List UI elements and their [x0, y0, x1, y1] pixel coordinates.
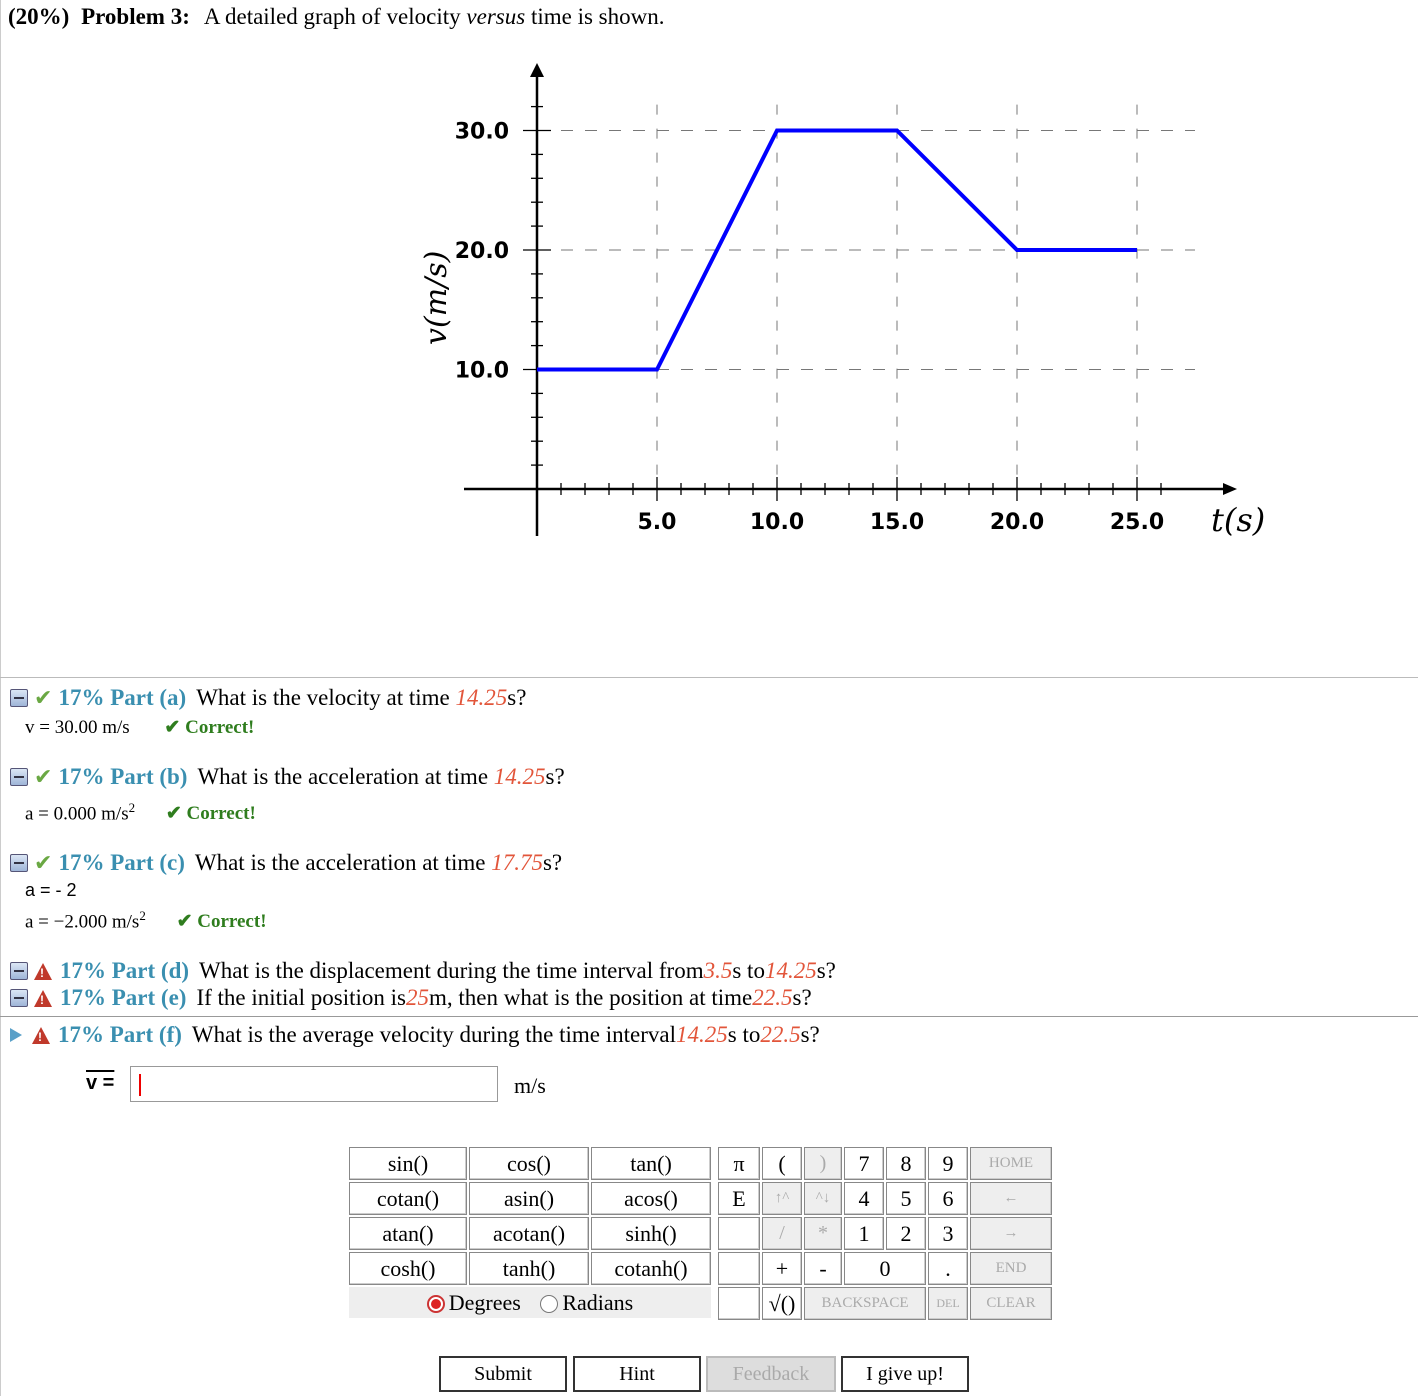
key-3[interactable]: 3	[928, 1217, 968, 1250]
key-asin[interactable]: asin()	[469, 1182, 589, 1215]
radians-radio[interactable]	[540, 1295, 558, 1313]
separator	[0, 1016, 1418, 1017]
give-up-button[interactable]: I give up!	[841, 1356, 969, 1392]
separator	[0, 677, 1418, 678]
answer-unit: m/s	[514, 1073, 546, 1098]
key-6[interactable]: 6	[928, 1182, 968, 1215]
part-a-answer-row	[25, 716, 254, 739]
part-f-label: 17% Part (f)	[58, 1022, 182, 1047]
statement-pre: A detailed graph of velocity	[203, 4, 467, 29]
part-d-label: 17% Part (d)	[60, 958, 190, 983]
key-2[interactable]: 2	[886, 1217, 926, 1250]
correct-badge: ✔ Correct!	[165, 803, 256, 825]
part-f-question: What is the average velocity during the time interval	[191, 1022, 677, 1047]
key-decimal[interactable]: .	[928, 1252, 968, 1285]
key-up[interactable]: ↑^	[762, 1182, 802, 1215]
part-c-entry: a = - 2	[25, 880, 77, 900]
collapse-icon[interactable]	[10, 989, 28, 1007]
collapse-icon[interactable]	[10, 689, 28, 707]
part-e-question-mid: m, then what is the position at time	[429, 985, 753, 1010]
part-f-value-2: 22.5	[760, 1022, 801, 1047]
text-cursor	[139, 1074, 141, 1096]
key-tan[interactable]: tan()	[591, 1147, 711, 1180]
answer-input[interactable]	[130, 1066, 498, 1102]
part-f-row[interactable]	[10, 1022, 820, 1048]
x-axis-label: t(s)	[1211, 501, 1266, 539]
key-1[interactable]: 1	[844, 1217, 884, 1250]
part-c-question-end: s?	[542, 850, 563, 875]
chart-tick-labels	[455, 120, 1164, 536]
degrees-label: Degrees	[448, 1289, 521, 1315]
part-c-question: What is the acceleration at time	[194, 850, 486, 875]
key-acotan[interactable]: acotan()	[469, 1217, 589, 1250]
x-tick-label: 5.0	[637, 510, 677, 535]
key-e[interactable]: E	[718, 1182, 760, 1215]
part-b-value: 14.25	[493, 764, 546, 789]
key-pi[interactable]: π	[718, 1147, 760, 1180]
part-d-question: What is the displacement during the time interval from	[199, 958, 704, 983]
part-d-value-1: 3.5	[703, 958, 733, 983]
chart-ticks	[523, 107, 1161, 501]
part-f-question-mid: s to	[727, 1022, 761, 1047]
problem-label: Problem 3:	[81, 4, 190, 29]
x-tick-label: 15.0	[869, 510, 925, 535]
degrees-radio[interactable]	[427, 1295, 445, 1313]
part-b-row[interactable]	[10, 764, 565, 790]
key-sin[interactable]: sin()	[349, 1147, 467, 1180]
key-end[interactable]: END	[970, 1252, 1052, 1285]
warning-icon: !	[32, 1027, 50, 1044]
key-divide[interactable]: /	[762, 1217, 802, 1250]
part-b-answer-row: a = 0.000 $m/s^2$ ✔ Correct!	[25, 800, 256, 825]
key-right-arrow[interactable]: →	[970, 1217, 1052, 1250]
part-b-question-end: s?	[545, 764, 565, 789]
key-7[interactable]: 7	[844, 1147, 884, 1180]
key-9[interactable]: 9	[928, 1147, 968, 1180]
part-a-value: 14.25	[455, 685, 508, 710]
y-tick-label: 10.0	[454, 358, 509, 384]
collapse-icon[interactable]	[10, 962, 28, 980]
part-b-answer: a = 0.000 m/s	[25, 803, 129, 825]
statement-em: versus	[466, 4, 526, 29]
correct-badge: ✔ Correct!	[176, 911, 267, 933]
part-c-answer: a = −2.000 m/s	[25, 911, 140, 933]
problem-title	[8, 4, 664, 30]
x-axis-arrow	[1223, 483, 1237, 495]
function-keypad	[347, 1145, 713, 1320]
part-a-question: What is the velocity at time	[196, 685, 450, 710]
part-a-row[interactable]	[10, 685, 526, 711]
key-tanh[interactable]: tanh()	[469, 1252, 589, 1285]
key-del[interactable]: DEL	[928, 1287, 968, 1320]
problem-weight: (20%)	[8, 4, 70, 29]
feedback-button[interactable]: Feedback	[706, 1356, 836, 1392]
check-icon: ✔	[34, 764, 53, 789]
part-c-value: 17.75	[491, 850, 543, 875]
part-d-row[interactable]	[10, 958, 836, 984]
key-cosh[interactable]: cosh()	[349, 1252, 467, 1285]
key-cotan[interactable]: cotan()	[349, 1182, 467, 1215]
part-d-question-mid: s to	[732, 958, 765, 983]
angle-mode-row	[349, 1287, 711, 1318]
correct-badge: ✔ Correct!	[164, 717, 255, 738]
key-right-paren[interactable]: )	[804, 1147, 842, 1180]
expand-arrow-icon[interactable]	[10, 1028, 22, 1042]
part-b-label: 17% Part (b)	[58, 764, 188, 789]
key-atan[interactable]: atan()	[349, 1217, 467, 1250]
key-5[interactable]: 5	[886, 1182, 926, 1215]
x-tick-label: 25.0	[1109, 510, 1165, 535]
key-backspace[interactable]: BACKSPACE	[804, 1287, 926, 1320]
key-blank	[718, 1217, 760, 1250]
key-acos[interactable]: acos()	[591, 1182, 711, 1215]
part-e-value-1: 25	[406, 985, 429, 1010]
part-c-label: 17% Part (c)	[58, 850, 185, 875]
submit-button[interactable]: Submit	[439, 1356, 567, 1392]
chart-grid	[537, 105, 1195, 489]
collapse-icon[interactable]	[10, 854, 28, 872]
key-cotanh[interactable]: cotanh()	[591, 1252, 711, 1285]
check-icon: ✔	[34, 850, 53, 875]
y-axis-label: v(m/s)	[419, 250, 454, 345]
part-a-answer: v = 30.00 m/s	[25, 717, 130, 738]
check-icon: ✔	[34, 685, 53, 710]
key-minus[interactable]: -	[804, 1252, 842, 1285]
key-blank	[718, 1252, 760, 1285]
x-tick-label: 20.0	[989, 510, 1045, 535]
part-a-label: 17% Part (a)	[58, 685, 187, 710]
warning-icon: !	[34, 963, 52, 980]
key-sqrt[interactable]: √()	[762, 1287, 802, 1320]
part-e-question-end: s?	[792, 985, 812, 1010]
key-blank	[718, 1287, 760, 1320]
chart-axes	[464, 63, 1237, 536]
key-left-arrow[interactable]: ←	[970, 1182, 1052, 1215]
warning-icon: !	[34, 990, 52, 1007]
part-c-answer-row: a = −2.000 $m/s^2$ ✔ Correct!	[25, 908, 267, 933]
radians-label: Radians	[562, 1289, 634, 1315]
y-axis-arrow	[530, 63, 544, 77]
key-left-paren[interactable]: (	[762, 1147, 802, 1180]
key-cos[interactable]: cos()	[469, 1147, 589, 1180]
x-tick-label: 10.0	[749, 510, 805, 535]
collapse-icon[interactable]	[10, 768, 28, 786]
key-down[interactable]: ^↓	[804, 1182, 842, 1215]
velocity-time-graph	[400, 55, 1266, 545]
part-c-row[interactable]	[10, 850, 562, 876]
key-home[interactable]: HOME	[970, 1147, 1052, 1180]
part-f-question-end: s?	[800, 1022, 820, 1047]
key-0[interactable]: 0	[844, 1252, 926, 1285]
part-d-value-2: 14.25	[764, 958, 817, 983]
part-e-value-2: 22.5	[752, 985, 793, 1010]
part-b-question: What is the acceleration at time	[197, 764, 489, 789]
statement-post: time is shown.	[525, 4, 665, 29]
key-clear[interactable]: CLEAR	[970, 1287, 1052, 1320]
hint-button[interactable]: Hint	[573, 1356, 701, 1392]
part-e-label: 17% Part (e)	[60, 985, 187, 1010]
part-d-question-end: s?	[816, 958, 836, 983]
key-plus[interactable]: +	[762, 1252, 802, 1285]
y-tick-label: 30.0	[454, 119, 509, 145]
part-f-value-1: 14.25	[676, 1022, 728, 1047]
key-multiply[interactable]: *	[804, 1217, 842, 1250]
answer-variable-label: v =	[86, 1072, 115, 1094]
part-a-question-end: s?	[507, 685, 527, 710]
y-tick-label: 20.0	[454, 239, 509, 264]
key-8[interactable]: 8	[886, 1147, 926, 1180]
numeric-keypad	[716, 1145, 1054, 1322]
key-sinh[interactable]: sinh()	[591, 1217, 711, 1250]
key-4[interactable]: 4	[844, 1182, 884, 1215]
part-e-question: If the initial position is	[196, 985, 406, 1010]
part-e-row[interactable]	[10, 985, 812, 1011]
